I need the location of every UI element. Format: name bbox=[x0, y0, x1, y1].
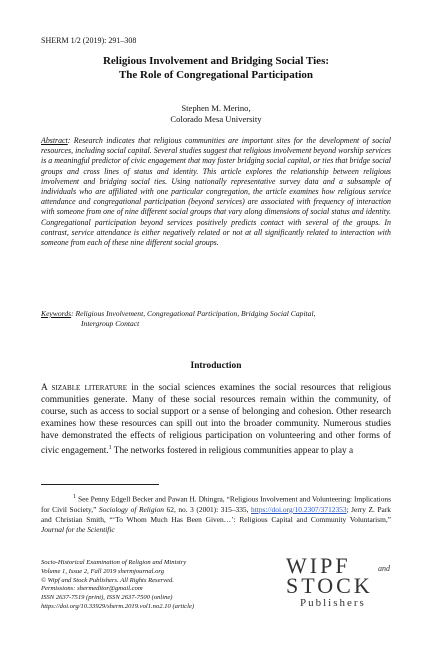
author-name: Stephen M. Merino, bbox=[181, 103, 251, 113]
keywords-line-2: Intergroup Contact bbox=[81, 319, 140, 329]
title-line-2: The Role of Congregational Participation bbox=[118, 68, 314, 81]
abstract-label: Abstract bbox=[41, 136, 68, 145]
logo-word-2: STOCK bbox=[286, 573, 373, 598]
footnote-number: 1 bbox=[73, 494, 76, 500]
logo-word-1: WIPF bbox=[286, 553, 351, 578]
keywords-line-1: : Religious Involvement, Congregational Participation, Bridging Social Capital, bbox=[71, 309, 316, 318]
article-title bbox=[40, 55, 392, 82]
keywords bbox=[41, 309, 391, 329]
colophon-line: Permissions: shermeditor@gmail.com bbox=[41, 585, 143, 593]
footnote-doi-link[interactable]: https://doi.org/10.2307/3712353 bbox=[251, 504, 347, 514]
publisher-logo bbox=[286, 555, 396, 615]
body-paragraph bbox=[41, 382, 391, 457]
footnote-divider bbox=[41, 484, 159, 485]
logo-word-3: Publishers bbox=[300, 597, 366, 609]
footnote-journal-1: Sociology of Religion bbox=[98, 504, 164, 514]
colophon-line: Socio-Historical Examination of Religion and Ministry bbox=[41, 559, 187, 566]
section-heading: Introduction bbox=[190, 361, 242, 371]
journal-reference: SHERM 1/2 (2019): 291–308 bbox=[41, 36, 137, 45]
abstract bbox=[41, 136, 391, 248]
abstract-text: : Research indicates that religious communities are important sites for the development of social resources, including social capital. Several studies suggest that religious involvement beyond worship services is a meaningful predictor of civic engagement that may foster bridging social capital, or ties that bridge social groups and cross lines of status and identity. This article explores the relationship between religious involvement and bridging social ties. Using nationally representative survey data and a subsample of individuals who are affiliated with one particular congregation, the article examines how religious service attendance and congregational participation (beyond services) are associated with frequency of interaction with someone from one of nine different social groups that vary along dimensions of social status and identity. Congregational participation beyond services positively predicts contact with several of the groups. In contrast, service attendance is either negatively related or not at all significantly related to interaction with someone from each of these nine different social groups. bbox=[41, 136, 391, 248]
footnote-text-3: ; Jerry Z. Park and Christian Smith, “‘To Whom Much Has Been Given…’: Religious Capital and Community Voluntarism,” bbox=[41, 504, 391, 525]
colophon-line: Volume 1, Issue 2, Fall 2019 shermjournal.org bbox=[41, 567, 165, 575]
colophon bbox=[41, 559, 194, 612]
colophon-line: © Wipf and Stock Publishers. All Rights Reserved. bbox=[41, 576, 174, 584]
keywords-label: Keywords bbox=[41, 309, 72, 318]
title-line-1: Religious Involvement and Bridging Social Ties: bbox=[102, 55, 330, 67]
footnote bbox=[41, 492, 391, 536]
body-text: in the social sciences examines the social resources that religious communities generate. Many of these social resources remain within the community, of course, such as access to social support or a sense of belonging and cohesion. Other research examines how these resources can spill out into the broader community. Numerous studies have demonstrated the effects of religious participation on volunteering and other forms of civic engagement. bbox=[41, 383, 391, 457]
logo-and: and bbox=[378, 564, 390, 573]
footnote-text-2: 62, no. 3 (2001): 315–335, bbox=[163, 504, 252, 514]
opening-smallcaps: A sizable literature bbox=[41, 383, 127, 393]
footnote-text-1: See Penny Edgell Becker and Pawan H. Dhingra, “Religious Involvement and Volunteering: Implications for Civil Society,” bbox=[41, 494, 391, 514]
body-text-continued: The networks fostered in religious communities appear to play a bbox=[111, 446, 354, 457]
colophon-line: https://doi.org/10.33929/sherm.2019.vol1.no2.10 (article) bbox=[41, 602, 195, 610]
footnote-reference[interactable]: 1 bbox=[108, 445, 112, 451]
author-block bbox=[40, 103, 392, 125]
colophon-line: ISSN 2637-7519 (print), ISSN 2637-7500 (online) bbox=[41, 594, 173, 602]
footnote-journal-2: Journal for the Scientific bbox=[41, 525, 115, 535]
author-affiliation: Colorado Mesa University bbox=[170, 114, 262, 124]
